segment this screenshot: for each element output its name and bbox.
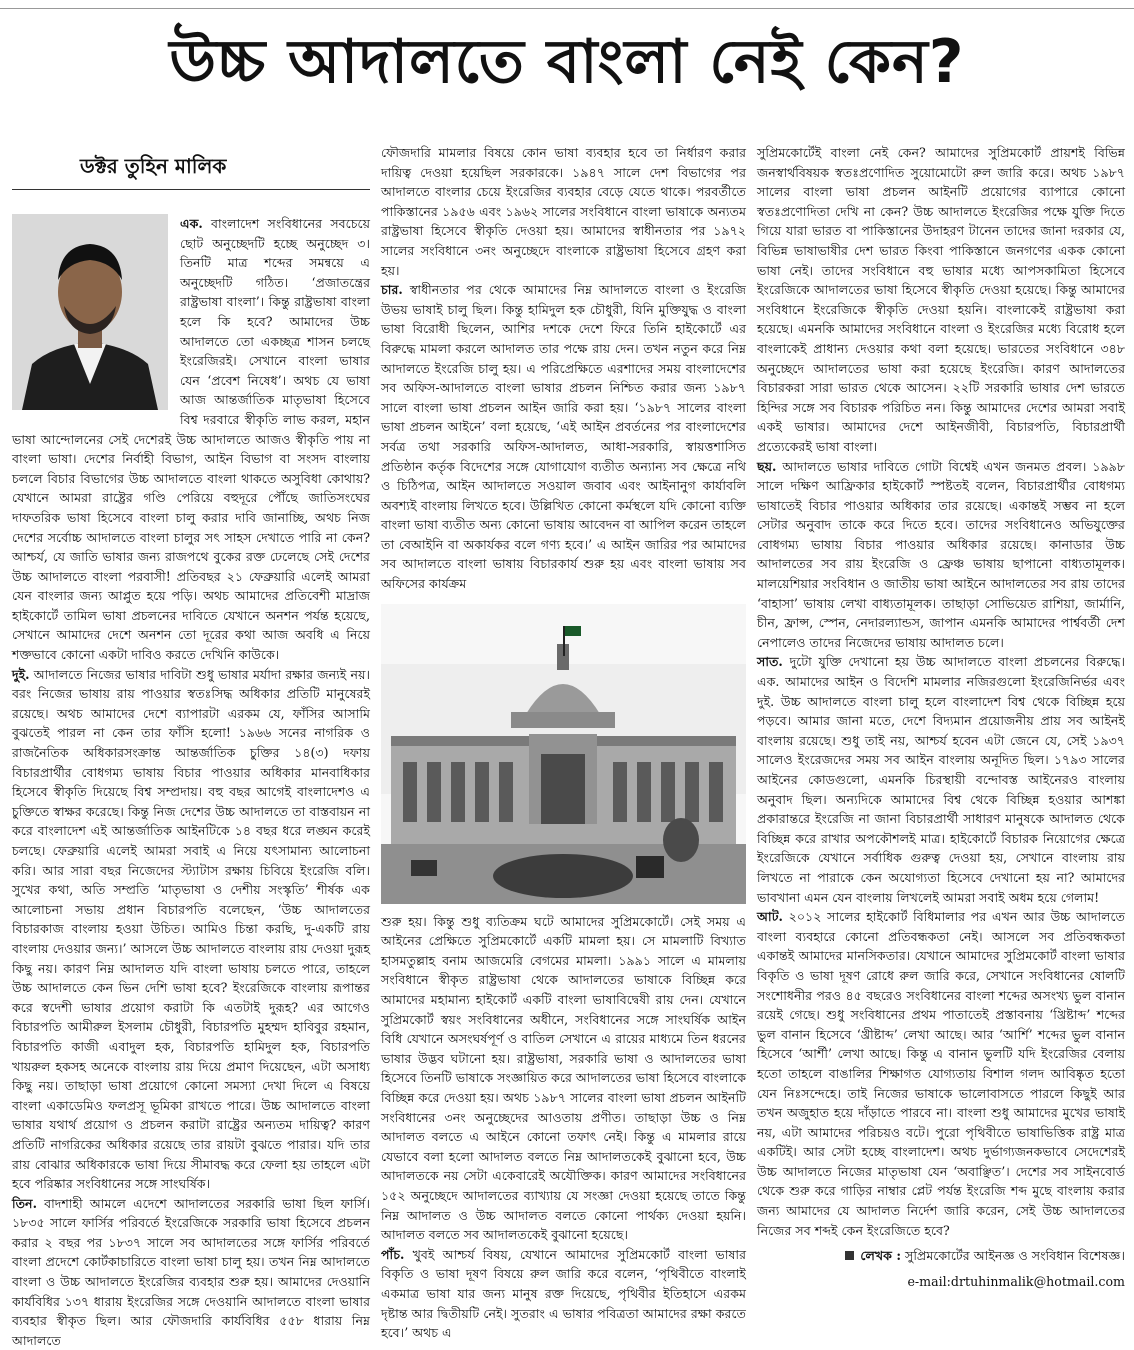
section-6-text: আদালতে ভাষার দাবিতে গোটা বিশ্বেই এখন জনমত প্রবল। ১৯৯৮ সালে দক্ষিণ আফ্রিকার হাইকোর্ট স্পষ্টতই বলেন, বিচারপ্রার্থীর বোধগম্য ভাষাতেই বিচার পাওয়ার অধিকার তার রয়েছে। একান্তই সম্ভব না হলে সেটার অনুবাদ তাকে করে দিতে হবে। তাদের সংবিধানেও অভিযুক্তের বোধগম্য ভাষায় বিচার পাওয়ার অধিকার রয়েছে। কানাডার উচ্চ আদালতের সব রায় ইংরেজি ও ফ্রেঞ্চ ভাষায় ছাপানো বাধ্যতামূলক। মালয়েশিয়ার সংবিধান ও জাতীয় ভাষা আইনে আদালতের সব রায় তাদের ‘বাহাসা’ ভাষায় লেখা বাধ্যতামূলক। তাছাড়া সোভিয়েত রাশিয়া, জার্মানি, চীন, ফ্রান্স, স্পেন, নেদারল্যান্ডস, জাপান এমনকি আমাদের পার্শ্ববর্তী দেশ নেপালেও তাদের নিজেদের ভাষায় আদালত চলে। <box>757 458 1125 650</box>
section-3 <box>12 1194 370 1350</box>
square-bullet-icon <box>845 1251 854 1260</box>
section-3-text: বাদশাহী আমলে এদেশে আদালতের সরকারি ভাষা ছিল ফার্সি। ১৮৩৫ সালে ফার্সির পরিবর্তে ইংরেজিকে সরকারি ভাষা হিসেবে প্রচলন করার ২ বছর পর ১৮৩৭ সালে সব আদালতের সঙ্গে ফার্সির পরিবর্তে বাংলা প্রদেশে কোর্টকাচারিতে বাংলা ভাষা চালু হয়। তখন নিম্ন আদালতে বাংলা ও উচ্চ আদালতে ইংরেজির ব্যবহার শুরু হয়। আমাদের দেওয়ানি কার্যবিধির ১৩৭ ধারায় ইংরেজির সঙ্গে দেওয়ানি আদালতে বাংলা ভাষার ব্যবহার স্বীকৃত ছিল। আর ফৌজদারি কার্যবিধির ৫৫৮ ধারায় নিম্ন আদালতে <box>12 1195 370 1348</box>
section-1-lead: এক. <box>180 216 203 231</box>
author-description: সুপ্রিমকোর্টের আইনজ্ঞ ও সংবিধান বিশেষজ্ঞ। <box>905 1248 1125 1264</box>
column-2 <box>381 143 747 1341</box>
section-6 <box>757 457 1125 653</box>
section-2-lead: দুই. <box>12 666 30 682</box>
section-8 <box>757 907 1125 1240</box>
supreme-court-photo <box>381 604 746 904</box>
section-5-text: খুবই আশ্চর্য বিষয়, যেখানে আমাদের সুপ্রিমকোর্ট বাংলা ভাষার বিকৃতি ও ভাষা দূষণ বিষয়ে রুল জারি করে বলেন, ‘পৃথিবীতে বাংলাই একমাত্র ভাষা যার জন্য মানুষ রক্ত দিয়েছে, পৃথিবীর ইতিহাসে এরকম দৃষ্টান্ত আর দ্বিতীয়টি নেই। সুতরাং এ ভাষার পবিত্রতা আমাদের রক্ষা করতে হবে।’ অথচ এ <box>381 1246 746 1341</box>
author-email[interactable]: e-mail:drtuhinmalik@hotmail.com <box>907 1273 1125 1289</box>
section-3-continued: ফৌজদারি মামলার বিষয়ে কোন ভাষা ব্যবহার হবে তা নির্ধারণ করার দায়িত্ব দেওয়া হয়েছিল সরকারকে। ১৯৪৭ সালে দেশ বিভাগের পর আদালতে বাংলার চেয়ে ইংরেজির ব্যবহার বেড়ে যেতে থাকে। পরবর্তীতে পাকিস্তানের ১৯৫৬ এবং ১৯৬২ সালের সংবিধানে বাংলা ভাষাকে অন্যতম রাষ্ট্রভাষা হিসেবে স্বীকৃতি দেওয়া হয়। আমাদের স্বাধীনতার পর ১৯৭২ সালের সংবিধানে ৩নং অনুচ্ছেদে বাংলাকে রাষ্ট্রভাষা হিসেবে গ্রহণ করা হয়। <box>381 145 746 278</box>
column-1 <box>12 143 370 1348</box>
section-7-text: দুটো যুক্তি দেখানো হয় উচ্চ আদালতে বাংলা প্রচলনের বিরুদ্ধে। এক. আমাদের আইন ও বিদেশি মামলার নজিরগুলো ইংরেজিনির্ভর এবং দুই. উচ্চ আদালতে বাংলা চালু হলে বাংলাদেশ বিশ্ব থেকে বিচ্ছিন্ন হয়ে পড়বে। আমার জানা মতে, দেশে বিদ্যমান প্রয়োজনীয় প্রায় সব আইনই বাংলায় রয়েছে। শুধু তাই নয়, আশ্চর্য হবেন এটা জেনে যে, সেই ১৯৩৭ সালেও ইংরেজদের সময় সব আইন বাংলায় অনূদিত ছিল। ১৭৯৩ সালের আইনের কোডগুলো, এমনকি চিরস্থায়ী বন্দোবস্ত আইনেরও বাংলায় অনুবাদ ছিল। অন্যদিকে আমাদের বিশ্ব থেকে বিচ্ছিন্ন হওয়ার আশঙ্কা প্রকারান্তরে ইংরেজি না জানা বিচারপ্রার্থী সাধারণ মানুষকে আদালত থেকে বিচ্ছিন্ন করে রাখার অপকৌশলই মাত্র। হাইকোর্টে বিচারক নিয়োগের ক্ষেত্রে ইংরেজিকে যেখানে সর্বাধিক গুরুত্ব দেওয়া হয়, সেখানে বাংলায় রায় লিখতে না পারাকে কেন অযোগ্যতা হিসেবে দেখানো হয় না? আমাদের ভাবখানা এমন যেন বাংলায় লিখলেই আমরা সবাই অধম হয়ে গেলাম! <box>757 654 1125 905</box>
section-7 <box>757 652 1125 907</box>
author-photo <box>12 214 168 410</box>
section-7-lead: সাত. <box>757 654 783 670</box>
section-2-text: আদালতে নিজের ভাষার দাবিটা শুধু ভাষার মর্যাদা রক্ষার জন্যই নয়। বরং নিজের ভাষায় রায় পাওয়ার স্বতঃসিদ্ধ অধিকার প্রতিটি মানুষেরই রয়েছে। অথচ আমাদের দেশে ব্যাপারটা এরকম যে, ফাঁসির আসামি বুঝতেই পারল না কেন তার ফাঁসি হলো! ১৯৬৬ সনের নাগরিক ও রাজনৈতিক অধিকারসংক্রান্ত আন্তর্জাতিক চুক্তির ১৪(৩) দফায় বিচারপ্রার্থীর বোধগম্য ভাষায় বিচার পাওয়ার অধিকার মানবাধিকার হিসেবে স্বীকৃতি দিয়েছে বিশ্ব সম্প্রদায়। বহু বছর আগেই বাংলাদেশও এ চুক্তিতে স্বাক্ষর করেছে। কিন্তু নিজ দেশের উচ্চ আদালতে তা বাস্তবায়ন না করে বাংলাদেশ এই আন্তর্জাতিক আইনটিকে ১৪ বছর ধরে লঙ্ঘন করেই চলছে। ফেব্রুয়ারি এলেই আমরা সবাই এ নিয়ে যৎসামান্য আলোচনা করি। আর সারা বছর নিজেদের স্ট্যাটাস রক্ষায় চিবিয়ে ইংরেজি বলি। সুখের কথা, অতি সম্প্রতি ‘মাতৃভাষা ও দেশীয় সংস্কৃতি’ শীর্ষক এক আলোচনা সভায় প্রধান বিচারপতি বলেছেন, ‘উচ্চ আদালতের বিচারকাজ বাংলায় হওয়া উচিত। আমিও চিন্তা করছি, দু-একটি রায় বাংলায় দেওয়ার জন্য।’ আসলে উচ্চ আদালতে বাংলায় রায় দেওয়া দুরূহ কিছু নয়। কারণ নিম্ন আদালত যদি বাংলা ভাষায় চলতে পারে, তাহলে উচ্চ আদালতে কেন ভিন দেশি ভাষা হবে? ইংরেজিকে বাংলায় রূপান্তর করে স্বদেশী ভাষার প্রয়োগ করাটা কি এতটাই দুরূহ? এর আগেও বিচারপতি আমীরুল ইসলাম চৌধুরী, বিচারপতি মুহম্মদ হাবিবুর রহমান, বিচারপতি কাজী এবাদুল হক, বিচারপতি হামিদুল হক, বিচারপতি খায়রুল হকসহ অনেকে বাংলায় রায় দিয়ে প্রমাণ দিয়েছেন, এটা অসাধ্য কিছু নয়। তাছাড়া ভাষা প্রয়োগে কোনো সমস্যা দেখা দিলে এ বিষয়ে বাংলা একাডেমিও ফলপ্রসূ ভূমিকা রাখতে পারে। উচ্চ আদালতে বাংলা ভাষার যথার্থ প্রয়োগ ও প্রচলন করাটা রাষ্ট্রের অন্যতম দায়িত্ব? কারণ প্রতিটি নাগরিকের অধিকার রয়েছে তার রায়টা বুঝতে পারার। যদি তার রায় বোঝার অধিকারকে ভাষা দিয়ে সীমাবদ্ধ করে ফেলা হয় তাহলে এটা হবে পরিষ্কার সংবিধানের সঙ্গে সাংঘর্ষিক। <box>12 666 370 1192</box>
byline: ডক্টর তুহিন মালিক <box>12 143 370 190</box>
section-6-lead: ছয়. <box>757 458 777 474</box>
section-4-lead: চার. <box>381 282 403 298</box>
headline: উচ্চ আদালতে বাংলা নেই কেন? <box>169 27 965 97</box>
section-5-continued: সুপ্রিমকোর্টেই বাংলা নেই কেন? আমাদের সুপ্রিমকোর্ট প্রায়শই বিভিন্ন জনস্বার্থবিষয়ক স্বতঃপ্রণোদিত সুয়োমোটো রুল জারি করে। অথচ ১৯৮৭ সালের বাংলা ভাষা প্রচলন আইনটি প্রয়োগের ব্যাপারে কোনো স্বতঃপ্রণোদিতা দেখি না কেন? উচ্চ আদালতে ইংরেজির পক্ষে যুক্তি দিতে গিয়ে যারা ভারত বা পাকিস্তানের উদাহরণ টানেন তাদের জানা দরকার যে, বিভিন্ন ভাষাভাষীর দেশ ভারত কিংবা পাকিস্তানে জনগণের একক কোনো ভাষা নেই। তাদের সংবিধানে বহু ভাষার মধ্যে আপসকামিতা হিসেবে ইংরেজিকে আদালতের ভাষা হিসেবে স্বীকৃতি দেওয়া হয়েছে। কিন্তু আমাদের সংবিধানে ইংরেজিকে স্বীকৃতি দেওয়া হয়নি। বাংলাকেই রাষ্ট্রভাষা করা হয়েছে। এমনকি আমাদের সংবিধানে বাংলা ও ইংরেজির মধ্যে বিরোধ হলে বাংলাকেই প্রাধান্য দেওয়ার কথা বলা হয়েছে। ভারতের সংবিধানে ৩৪৮ অনুচ্ছেদে আদালতের ভাষা করা হয়েছে ইংরেজি। কারণ আদালতের বিচারকরা সারা ভারত থেকে আসেন। ২২টি সরকারি ভাষার দেশ ভারতে হিন্দির সঙ্গে সব বিচারক পরিচিত নন। কিন্তু আমাদের দেশের আমরা সবাই একই ভাষার। আমাদের দেশে আইনজীবী, বিচারপতি, বিচারপ্রার্থী প্রত্যেকেরই ভাষা বাংলা। <box>757 145 1125 454</box>
section-8-text: ২০১২ সালের হাইকোর্ট বিধিমালার পর এখন আর উচ্চ আদালতে বাংলা ব্যবহারে কোনো প্রতিবন্ধকতা নেই। আসলে সব প্রতিবন্ধকতা একান্তই আমাদের মানসিকতার। যেখানে আমাদের সুপ্রিমকোর্ট বাংলা ভাষার বিকৃতি ও ভাষা দূষণ রোধে রুল জারি করে, সেখানে সংবিধানের ষোলটি সংশোধনীর পরও ৪৫ বছরেও সংবিধানের বাংলা শব্দের অসংখ্য ভুল বানান রয়েই গেছে। শুধু সংবিধানের প্রথম পাতাতেই প্রস্তাবনায় ‘খ্রিষ্টাব্দ’ শব্দের ভুল বানান হিসেবে ‘খ্রীষ্টাব্দ’ লেখা আছে। আর ‘আর্শি’ শব্দের ভুল বানান হিসেবে ‘আর্শী’ লেখা আছে। কিন্তু এ বানান ভুলটি যদি ইংরেজির বেলায় হতো তাহলে বাঙালির শিক্ষাগত যোগ্যতায় বিশাল গলদ আবিষ্কৃত হতো যেন নিঃসন্দেহে। তাই নিজের ভাষাকে ভালোবাসতে পারলে কিছুই আর তখন অজুহাত হয়ে দাঁড়াতে পারবে না। বাংলা শুধু আমাদের মুখের ভাষাই নয়, এটা আমাদের পরিচয়ও বটে। পুরো পৃথিবীতে ভাষাভিত্তিক রাষ্ট্র মাত্র একটিই। আর সেটা হচ্ছে বাংলাদেশ। অথচ দুর্ভাগ্যজনকভাবে সেদেশেরই উচ্চ আদালতে নিজের মাতৃভাষা যেন ‘অবাঞ্ছিত’। দেশের সব সাইনবোর্ড থেকে শুরু করে গাড়ির নাম্বার প্লেট পর্যন্ত ইংরেজি শব্দ মুছে বাংলায় করার জন্য আমাদের যে আদালত নির্দেশ জারি করেন, সেই উচ্চ আদালতের নিজের সব শব্দই কেন ইংরেজিতে হবে? <box>757 909 1125 1238</box>
section-3-lead: তিন. <box>12 1195 37 1211</box>
section-5-lead: পাঁচ. <box>381 1246 405 1262</box>
section-5 <box>381 1245 746 1343</box>
section-4-continued: শুরু হয়। কিন্তু শুধু ব্যতিক্রম ঘটে আমাদের সুপ্রিমকোর্টে। সেই সময় এ আইনের প্রেক্ষিতে সুপ্রিমকোর্টে একটি মামলা হয়। সে মামলাটি বিখ্যাত হাসমতুল্লাহ বনাম আজমেরি বেগমের মামলা। ১৯৯১ সালে এ মামলায় সংবিধানে স্বীকৃত রাষ্ট্রভাষা থেকে আদালতের ভাষাকে বিচ্ছিন্ন করে আমাদের মহামান্য হাইকোর্ট একটি বাংলা ভাষাবিদ্বেষী রায় দেন। যেখানে সুপ্রিমকোর্ট স্বয়ং সংবিধানের অধীনে, সংবিধানের সঙ্গে সাংঘর্ষিক আইন বিধি যেখানে অসংঘর্ষপূর্ণ ও বাতিল সেখানে এ রায়ের মাধ্যমে তিন ধরনের ভাষার উদ্ভব ঘটানো হয়। রাষ্ট্রভাষা, সরকারি ভাষা ও আদালতের ভাষা হিসেবে তিনটি ভাষাকে সংজ্ঞায়িত করে আদালতের ভাষা হিসেবে বাংলাকে বিচ্ছিন্ন করে দেওয়া হয়। অথচ ১৯৮৭ সালের বাংলা ভাষা প্রচলন আইনটি সংবিধানের ৩নং অনুচ্ছেদের আওতায় প্রণীত। তাছাড়া উচ্চ ও নিম্ন আদালত বলতে এ আইনে কোনো তফাৎ নেই। কিন্তু এ মামলার রায়ে যেভাবে বলা হলো আদালত বলতে নিম্ন আদালতকেই বুঝানো হবে, উচ্চ আদালতকে নয় সেটা একেবারেই অযৌক্তিক। কারণ আমাদের সংবিধানের ১৫২ অনুচ্ছেদে আদালতের ব্যাখ্যায় যে সংজ্ঞা দেওয়া হয়েছে তাতে কিন্তু নিম্ন আদালত ও উচ্চ আদালত বলতে কোনো পার্থক্য দেওয়া হয়নি। আদালত বলতে সব আদালতকেই বুঝানো হয়েছে। <box>381 913 747 1243</box>
section-1-text: বাংলাদেশ সংবিধানের সবচেয়ে ছোট অনুচ্ছেদটি হচ্ছে অনুচ্ছেদ ৩। তিনটি মাত্র শব্দের সমন্বয়ে এ অনুচ্ছেদটি গঠিত। ‘প্রজাতন্ত্রের রাষ্ট্রভাষা বাংলা’। কিন্তু রাষ্ট্রভাষা বাংলা হলে কি হবে? আমাদের উচ্চ আদালতে তো একচ্ছত্র শাসন চলছে ইংরেজিরই। সেখানে বাংলা ভাষার যেন ‘প্রবেশ নিষেধ’। অথচ যে ভাষা আজ আন্তর্জাতিক মাতৃভাষা হিসেবে বিশ্ব দরবারে স্বীকৃতি লাভ করল, মহান ভাষা আন্দোলনের সেই দেশেরই উচ্চ আদালতে আজও স্বীকৃতি পায় না বাংলা ভাষা। দেশের নির্বাহী বিভাগ, আইন বিভাগ বা সংসদ বাংলায় চললে বিচার বিভাগের উচ্চ আদালতে বাংলা থাকতে অসুবিধা কোথায়? যেখানে আমরা রাষ্ট্রের গণ্ডি পেরিয়ে বহুদূরে পৌঁছে জাতিসংঘের দাফতরিক ভাষা হিসেবে বাংলা চালু করার দাবি জানাচ্ছি, অথচ নিজ দেশের সর্বোচ্চ আদালতে বাংলা চালুর সৎ সাহস দেখাতে পারি না কেন? আশ্চর্য, যে জাতি ভাষার জন্য রাজপথে বুকের রক্ত ঢেলেছে সেই দেশের উচ্চ আদালতে বাংলা পরবাসী! প্রতিবছর ২১ ফেব্রুয়ারি এলেই আমরা যেন বাংলার জন্য আপ্লুত হয়ে পড়ি। অথচ আমাদের প্রতিবেশী মাদ্রাজ হাইকোর্টে তামিল ভাষা প্রচলনের দাবিতে যেখানে অনশন পর্যন্ত হয়েছে, সেখানে আমাদের দেশে অনশন তো দূরের কথা আজ অবধি এ নিয়ে শক্তভাবে কোনো একটা দাবিও করতে দেখিনি কাউকে। <box>12 216 370 663</box>
column-3 <box>757 143 1125 1323</box>
author-note <box>757 1246 1125 1266</box>
section-4 <box>381 280 746 594</box>
section-4-text: স্বাধীনতার পর থেকে আমাদের নিম্ন আদালতে বাংলা ও ইংরেজি উভয় ভাষাই চালু ছিল। কিন্তু হামিদুল হক চৌধুরী, যিনি মুক্তিযুদ্ধ ও বাংলা ভাষা বিরোধী ছিলেন, আশির দশকে দেশে ফিরে তিনি হাইকোর্টে এর বিরুদ্ধে মামলা করলে আদালত তার পক্ষে রায় দেন। তখন নতুন করে নিম্ন আদালতে ইংরেজি চালু হয়। এ পরিপ্রেক্ষিতে এরশাদের সময় বাংলাদেশের সব অফিস-আদালতে বাংলা ভাষার প্রচলন নিশ্চিত করার জন্য ১৯৮৭ সালে বাংলা ভাষা প্রচলন আইন জারি করা হয়। ‘১৯৮৭ সালের বাংলা ভাষা প্রচলন আইনে’ বলা হয়েছে, ‘এই আইন প্রবর্তনের পর বাংলাদেশের সর্বত্র তথা সরকারি অফিস-আদালত, আধা-সরকারি, স্বায়ত্তশাসিত প্রতিষ্ঠান কর্তৃক বিদেশের সঙ্গে যোগাযোগ ব্যতীত অন্যান্য সব ক্ষেত্রে নথি ও চিঠিপত্র, আইন আদালতে সওয়াল জবাব এবং আইনানুগ কার্যাবলি অবশ্যই বাংলায় লিখতে হবে। উল্লিখিত কোনো কর্মস্থলে যদি কোনো ব্যক্তি বাংলা ভাষা ব্যতীত অন্য কোনো ভাষায় আবেদন বা আপিল করেন তাহলে তা বেআইনি বা অকার্যকর বলে গণ্য হবে।’ এ আইন জারির পর আমাদের সব আদালতে বাংলা ভাষায় বিচারকার্য শুরু হয় এবং বাংলা ভাষায় সব অফিসের কার্যক্রম <box>381 282 746 592</box>
previous-article-strip <box>0 0 1134 9</box>
author-label: লেখক : <box>860 1248 901 1264</box>
section-2 <box>12 665 370 1194</box>
section-8-lead: আট. <box>757 909 783 925</box>
